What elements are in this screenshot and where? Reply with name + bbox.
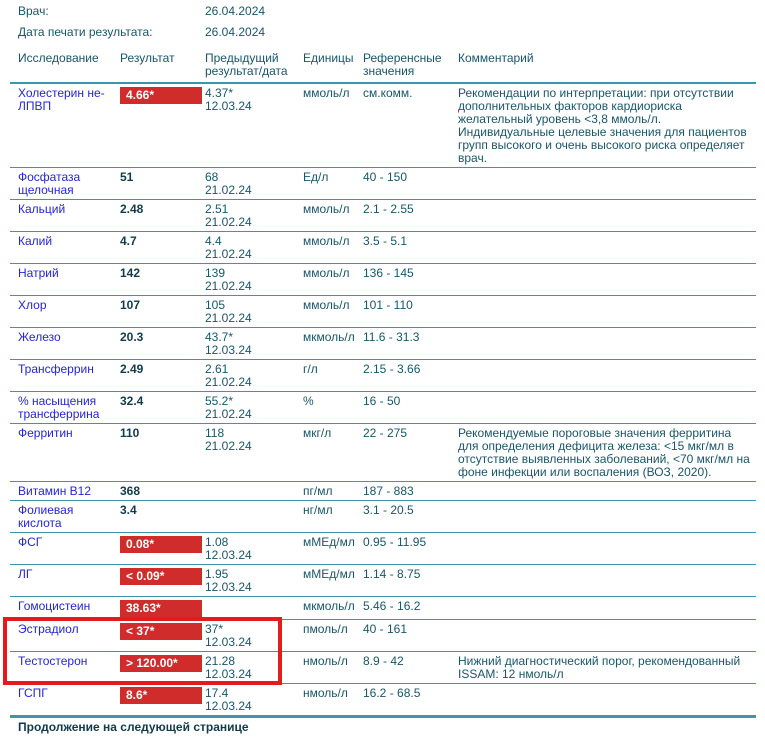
previous-date: 12.03.24 bbox=[205, 548, 252, 562]
result-value bbox=[120, 427, 205, 479]
previous-value: 4.4 bbox=[205, 234, 222, 248]
comment: Рекомендации по интерпретации: при отсутствии дополнительных факторов кардиориска желательный уровень <3,8 ммоль/л. Индивидуальные целевые значения для пациентов групп высокого и очень высокого риска определяет врач. bbox=[458, 86, 747, 165]
result-text: 51 bbox=[120, 170, 134, 184]
results-table-body bbox=[10, 84, 756, 716]
previous-date: 21.02.24 bbox=[205, 407, 252, 421]
result-value bbox=[120, 203, 205, 229]
table-row bbox=[10, 482, 756, 501]
comment bbox=[458, 171, 756, 197]
result-text: 3.4 bbox=[120, 503, 137, 517]
table-row bbox=[10, 232, 756, 264]
previous-result bbox=[205, 203, 303, 229]
previous-value: 68 bbox=[205, 170, 219, 184]
result-text: < 0.09* bbox=[120, 568, 202, 585]
previous-date: 21.02.24 bbox=[205, 375, 252, 389]
previous-value: 4.37* bbox=[205, 86, 234, 100]
units: ммоль/л bbox=[303, 86, 350, 100]
previous-value: 118 bbox=[205, 426, 225, 440]
table-row bbox=[10, 296, 756, 328]
result-text: 107 bbox=[120, 298, 141, 312]
comment bbox=[458, 623, 756, 649]
previous-date: 21.02.24 bbox=[205, 215, 252, 229]
table-row bbox=[10, 620, 756, 652]
previous-value: 105 bbox=[205, 298, 226, 312]
print-date-value: 26.04.2024 bbox=[205, 25, 266, 39]
units: мкмоль/л bbox=[303, 599, 355, 613]
reference-range: 40 - 161 bbox=[363, 622, 408, 636]
units: мМЕд/мл bbox=[303, 535, 355, 549]
previous-result bbox=[205, 655, 303, 681]
previous-date: 21.02.24 bbox=[205, 439, 252, 453]
units: мМЕд/мл bbox=[303, 567, 355, 581]
test-name: Холестерин не-ЛПВП bbox=[18, 86, 105, 113]
units: мкмоль/л bbox=[303, 330, 355, 344]
table-row bbox=[10, 424, 756, 482]
report-meta bbox=[0, 0, 765, 47]
table-row bbox=[10, 392, 756, 424]
header-result: Результат bbox=[120, 51, 175, 65]
print-date-row bbox=[0, 26, 765, 47]
test-name: ФСГ bbox=[18, 535, 43, 549]
comment: Нижний диагностический порог, рекомендованный ISSAM: 12 нмоль/л bbox=[458, 654, 741, 681]
result-value bbox=[120, 331, 205, 357]
previous-result bbox=[205, 568, 303, 594]
comment bbox=[458, 536, 756, 562]
doctor-row bbox=[0, 5, 765, 26]
test-name: Фолиевая кислота bbox=[18, 503, 74, 530]
reference-range: 0.95 - 11.95 bbox=[363, 535, 427, 549]
previous-result bbox=[205, 427, 303, 479]
comment bbox=[458, 485, 756, 498]
previous-value: 55.2* bbox=[205, 394, 234, 408]
result-text: 0.08* bbox=[120, 536, 202, 553]
result-text: 4.66* bbox=[120, 87, 202, 104]
reference-range: 136 - 145 bbox=[363, 266, 414, 280]
test-name: Эстрадиол bbox=[18, 622, 79, 636]
reference-range: см.комм. bbox=[363, 86, 413, 100]
previous-result bbox=[205, 687, 303, 713]
result-value bbox=[120, 235, 205, 261]
reference-range: 3.1 - 20.5 bbox=[363, 503, 414, 517]
previous-value: 139 bbox=[205, 266, 226, 280]
units: ммоль/л bbox=[303, 298, 350, 312]
units: г/л bbox=[303, 362, 318, 376]
previous-date: 21.02.24 bbox=[205, 247, 252, 261]
result-text: < 37* bbox=[120, 623, 202, 640]
comment bbox=[458, 600, 756, 617]
previous-result bbox=[205, 87, 303, 165]
units: пг/мл bbox=[303, 484, 333, 498]
previous-date: 21.02.24 bbox=[205, 183, 252, 197]
result-value bbox=[120, 655, 205, 681]
table-row bbox=[10, 652, 756, 684]
result-value bbox=[120, 171, 205, 197]
previous-date: 12.03.24 bbox=[205, 667, 252, 681]
previous-result bbox=[205, 235, 303, 261]
previous-result bbox=[205, 623, 303, 649]
test-name: ГСПГ bbox=[18, 686, 48, 700]
previous-result bbox=[205, 395, 303, 421]
previous-value: 43.7* bbox=[205, 330, 234, 344]
comment bbox=[458, 568, 756, 594]
result-text: > 120.00* bbox=[120, 655, 202, 672]
reference-range: 187 - 883 bbox=[363, 484, 414, 498]
result-text: 2.49 bbox=[120, 362, 144, 376]
result-value bbox=[120, 87, 205, 165]
previous-date: 12.03.24 bbox=[205, 699, 252, 713]
test-name: Витамин B12 bbox=[18, 484, 92, 498]
units: нмоль/л bbox=[303, 654, 348, 668]
previous-value: 1.08 bbox=[205, 535, 229, 549]
reference-range: 2.15 - 3.66 bbox=[363, 362, 421, 376]
previous-value: 1.95 bbox=[205, 567, 229, 581]
reference-range: 40 - 150 bbox=[363, 170, 408, 184]
table-row bbox=[10, 597, 756, 620]
table-row bbox=[10, 264, 756, 296]
table-row bbox=[10, 84, 756, 168]
previous-result bbox=[205, 485, 303, 498]
test-name: Кальций bbox=[18, 202, 66, 216]
result-value bbox=[120, 395, 205, 421]
comment bbox=[458, 235, 756, 261]
previous-result bbox=[205, 363, 303, 389]
result-text: 2.48 bbox=[120, 202, 144, 216]
units: нг/мл bbox=[303, 503, 333, 517]
reference-range: 16.2 - 68.5 bbox=[363, 686, 421, 700]
test-name: % насыщения трансферрина bbox=[18, 394, 100, 421]
result-value bbox=[120, 504, 205, 530]
previous-value: 37* bbox=[205, 622, 224, 636]
reference-range: 101 - 110 bbox=[363, 298, 413, 312]
result-value bbox=[120, 600, 205, 617]
reference-range: 11.6 - 31.3 bbox=[363, 330, 420, 344]
reference-range: 1.14 - 8.75 bbox=[363, 567, 421, 581]
units: ммоль/л bbox=[303, 202, 350, 216]
units: мкг/л bbox=[303, 426, 332, 440]
result-text: 32.4 bbox=[120, 394, 144, 408]
test-name: Фосфатаза щелочная bbox=[18, 170, 81, 197]
result-value bbox=[120, 623, 205, 649]
table-row bbox=[10, 168, 756, 200]
test-name: Железо bbox=[18, 330, 61, 344]
test-name: Трансферрин bbox=[18, 362, 94, 376]
result-text: 368 bbox=[120, 484, 141, 498]
comment bbox=[458, 363, 756, 389]
doctor-label: Врач: bbox=[18, 4, 49, 18]
result-value bbox=[120, 536, 205, 562]
result-value bbox=[120, 485, 205, 498]
test-name: Гомоцистеин bbox=[18, 599, 91, 613]
test-name: Калий bbox=[18, 234, 53, 248]
result-text: 110 bbox=[120, 426, 140, 440]
units: пмоль/л bbox=[303, 622, 348, 636]
units: ммоль/л bbox=[303, 266, 350, 280]
header-previous: Предыдущий результат/дата bbox=[205, 51, 288, 78]
table-row bbox=[10, 565, 756, 597]
result-text: 4.7 bbox=[120, 234, 137, 248]
comment bbox=[458, 504, 756, 530]
doctor-value: 26.04.2024 bbox=[205, 4, 266, 18]
table-row bbox=[10, 360, 756, 392]
test-name: Тестостерон bbox=[18, 654, 88, 668]
units: нмоль/л bbox=[303, 686, 348, 700]
previous-result bbox=[205, 331, 303, 357]
table-row bbox=[10, 684, 756, 716]
print-date-label: Дата печати результата: bbox=[18, 25, 153, 39]
comment: Рекомендуемые пороговые значения ферритина для определения дефицита железа: <15 мкг/мл в отсутствие выявленных заболеваний, <70 мкг/мл на фоне инфекции или воспаления (ВОЗ, 2020). bbox=[458, 426, 750, 479]
previous-date: 12.03.24 bbox=[205, 635, 252, 649]
result-value bbox=[120, 299, 205, 325]
previous-value: 2.51 bbox=[205, 202, 229, 216]
page-continuation-note: Продолжение на следующей странице bbox=[10, 716, 756, 734]
result-text: 142 bbox=[120, 266, 141, 280]
header-units: Единицы bbox=[303, 51, 354, 65]
result-value bbox=[120, 267, 205, 293]
previous-value: 2.61 bbox=[205, 362, 229, 376]
comment bbox=[458, 203, 756, 229]
previous-date: 12.03.24 bbox=[205, 99, 252, 113]
result-text: 38.63* bbox=[120, 600, 202, 617]
reference-range: 2.1 - 2.55 bbox=[363, 202, 414, 216]
result-value bbox=[120, 687, 205, 713]
table-row bbox=[10, 328, 756, 360]
result-text: 8.6* bbox=[120, 687, 202, 704]
previous-result bbox=[205, 536, 303, 562]
header-comment: Комментарий bbox=[458, 51, 534, 65]
comment bbox=[458, 267, 756, 293]
previous-result bbox=[205, 504, 303, 530]
previous-result bbox=[205, 171, 303, 197]
comment bbox=[458, 395, 756, 421]
previous-date: 12.03.24 bbox=[205, 580, 252, 594]
reference-range: 5.46 - 16.2 bbox=[363, 599, 421, 613]
table-row bbox=[10, 533, 756, 565]
test-name: Натрий bbox=[18, 266, 59, 280]
previous-date: 21.02.24 bbox=[205, 279, 252, 293]
previous-date: 21.02.24 bbox=[205, 311, 252, 325]
result-value bbox=[120, 568, 205, 594]
comment bbox=[458, 331, 756, 357]
previous-result bbox=[205, 600, 303, 617]
table-header bbox=[10, 50, 756, 84]
previous-value: 17.4 bbox=[205, 686, 229, 700]
test-name: ЛГ bbox=[18, 567, 33, 581]
previous-value: 21.28 bbox=[205, 654, 236, 668]
table-row bbox=[10, 501, 756, 533]
reference-range: 16 - 50 bbox=[363, 394, 401, 408]
result-value bbox=[120, 363, 205, 389]
test-name: Ферритин bbox=[18, 426, 73, 440]
comment bbox=[458, 687, 756, 713]
test-name: Хлор bbox=[18, 298, 47, 312]
units: ммоль/л bbox=[303, 234, 350, 248]
previous-result bbox=[205, 267, 303, 293]
reference-range: 3.5 - 5.1 bbox=[363, 234, 408, 248]
units: % bbox=[303, 394, 314, 408]
previous-date: 12.03.24 bbox=[205, 343, 252, 357]
comment bbox=[458, 299, 756, 325]
units: Ед/л bbox=[303, 170, 329, 184]
header-test: Исследование bbox=[18, 51, 99, 65]
table-row bbox=[10, 200, 756, 232]
reference-range: 8.9 - 42 bbox=[363, 654, 404, 668]
header-reference: Референсные значения bbox=[363, 51, 442, 78]
result-text: 20.3 bbox=[120, 330, 144, 344]
reference-range: 22 - 275 bbox=[363, 426, 408, 440]
previous-result bbox=[205, 299, 303, 325]
